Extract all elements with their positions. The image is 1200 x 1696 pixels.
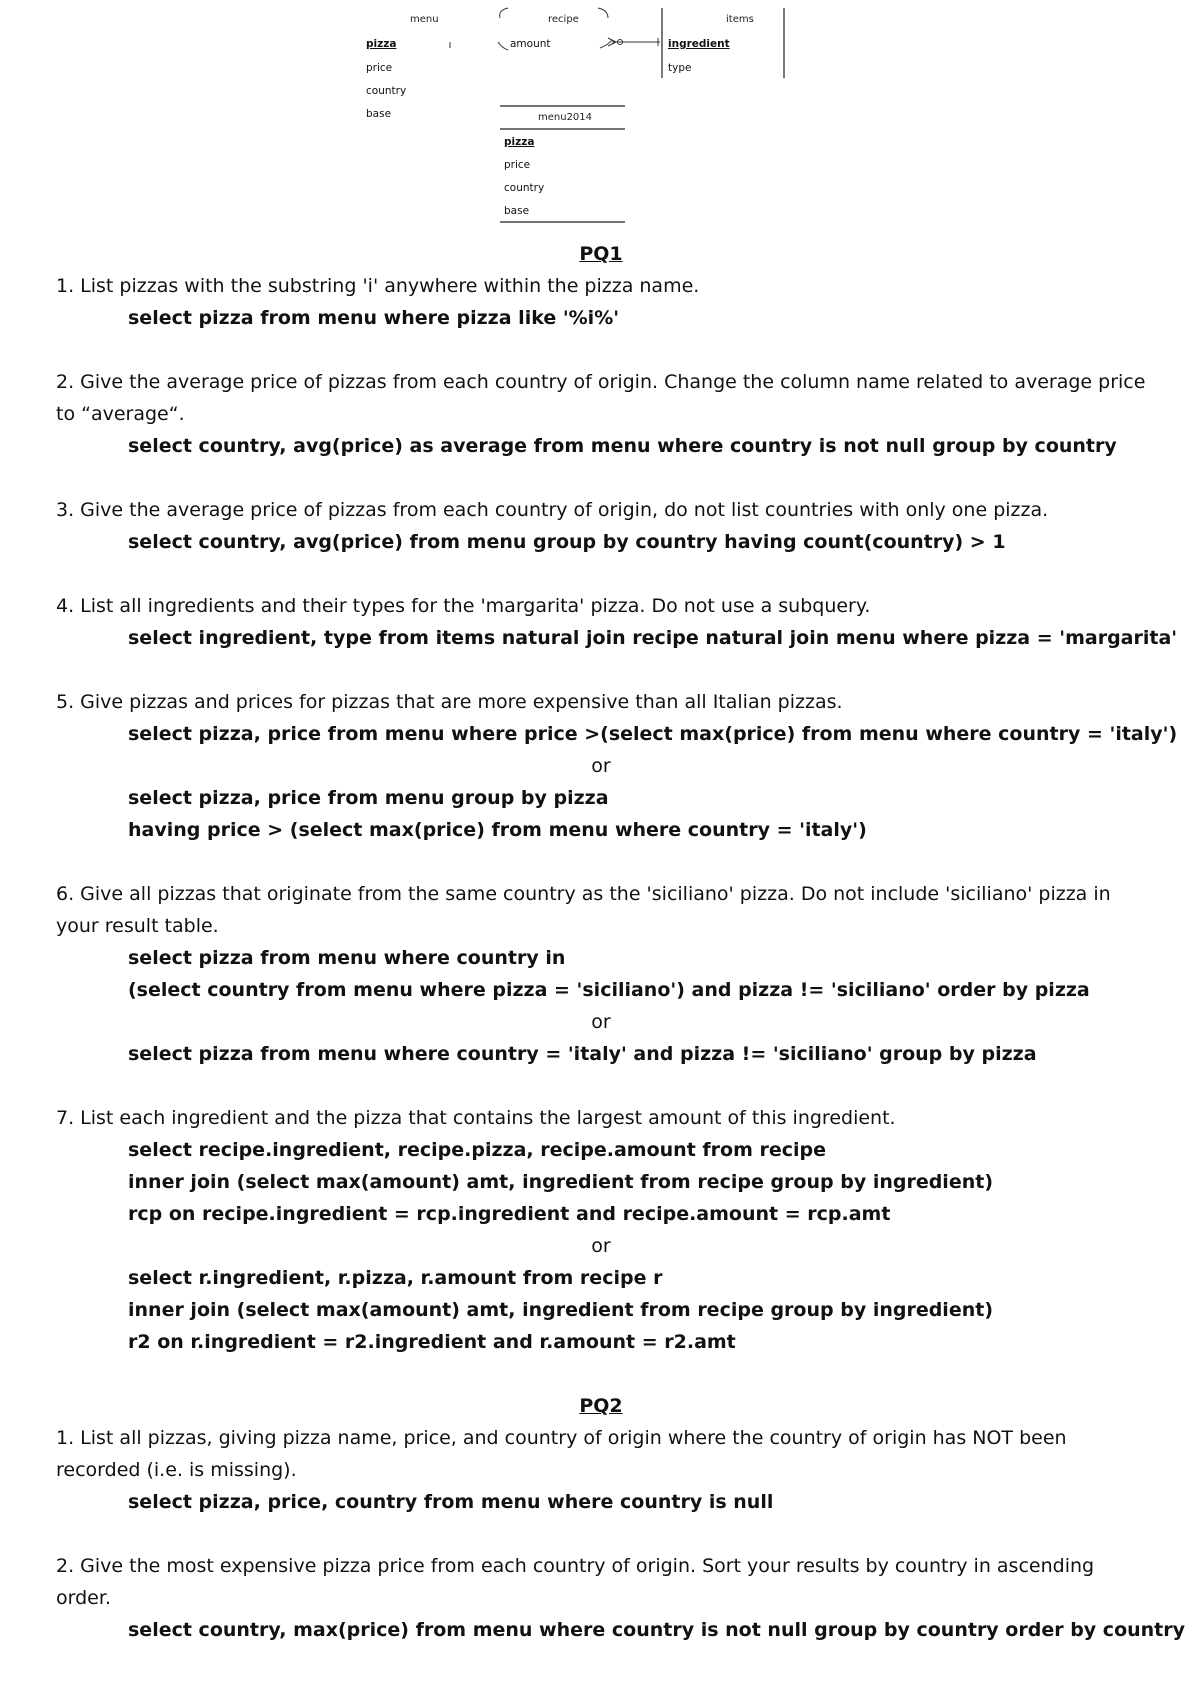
sql-answer: select pizza, price from menu group by pizza: [128, 787, 609, 809]
sql-answer: select pizza, price from menu where price >(select max(price) from menu where country = 'italy'): [128, 723, 1178, 745]
question-text: 7. List each ingredient and the pizza that contains the largest amount of this ingredient.: [56, 1107, 896, 1129]
section-title-pq2: PQ2: [579, 1395, 623, 1417]
question-text: 2. Give the average price of pizzas from each country of origin. Change the column name related to average price to “average“.: [56, 371, 1146, 425]
menu-attr-base: base: [366, 108, 392, 120]
recipe-attr-amount: amount: [510, 38, 551, 50]
sql-answer: select pizza, price, country from menu where country is null: [128, 1491, 774, 1513]
question-text: 1. List pizzas with the substring 'i' anywhere within the pizza name.: [56, 275, 700, 297]
menu2014-entity-header: menu2014: [538, 112, 593, 123]
section-title-pq1: PQ1: [579, 243, 623, 265]
sql-answer: select pizza from menu where pizza like '%i%': [128, 307, 620, 329]
items-entity-header: items: [726, 14, 754, 25]
questions-document: [56, 238, 1186, 1646]
question-text: 1. List all pizzas, giving pizza name, price, and country of origin where the country of origin has NOT been recorded (i.e. is missing).: [56, 1427, 1067, 1481]
menu2014-attr-price: price: [504, 159, 531, 171]
sql-answer: select pizza from menu where country = 'italy' and pizza != 'siciliano' group by pizza: [128, 1043, 1037, 1065]
or-separator: or: [591, 1011, 611, 1033]
menu-attr-price: price: [366, 62, 393, 74]
sql-answer: select ingredient, type from items natural join recipe natural join menu where pizza = 'margarita': [128, 627, 1178, 649]
sql-answer: (select country from menu where pizza = 'siciliano') and pizza != 'siciliano' order by pizza: [128, 979, 1090, 1001]
menu2014-attr-pizza: pizza: [504, 136, 535, 148]
items-attr-type: type: [668, 62, 692, 74]
sql-answer: having price > (select max(price) from menu where country = 'italy'): [128, 819, 867, 841]
menu-attr-country: country: [366, 85, 407, 97]
menu-entity-header: menu: [410, 14, 439, 25]
sql-answer: select country, max(price) from menu where country is not null group by country order by country: [128, 1619, 1186, 1641]
sql-answer: select recipe.ingredient, recipe.pizza, recipe.amount from recipe: [128, 1139, 827, 1161]
question-text: 6. Give all pizzas that originate from the same country as the 'siciliano' pizza. Do not include 'siciliano' pizza in your result table.: [56, 883, 1111, 937]
sql-answer: r2 on r.ingredient = r2.ingredient and r.amount = r2.amt: [128, 1331, 736, 1353]
question-text: 3. Give the average price of pizzas from each country of origin, do not list countries with only one pizza.: [56, 499, 1049, 521]
menu-attr-pizza: pizza: [366, 38, 397, 50]
or-separator: or: [591, 755, 611, 777]
sql-answer: inner join (select max(amount) amt, ingredient from recipe group by ingredient): [128, 1299, 994, 1321]
menu2014-attr-country: country: [504, 182, 545, 194]
question-text: 5. Give pizzas and prices for pizzas that are more expensive than all Italian pizzas.: [56, 691, 843, 713]
recipe-entity-header: recipe: [548, 14, 579, 25]
menu2014-attr-base: base: [504, 205, 530, 217]
sql-answer: select r.ingredient, r.pizza, r.amount from recipe r: [128, 1267, 663, 1289]
sql-answer: select country, avg(price) from menu group by country having count(country) > 1: [128, 531, 1006, 553]
sql-answer: rcp on recipe.ingredient = rcp.ingredient and recipe.amount = rcp.amt: [128, 1203, 891, 1225]
sql-answer: inner join (select max(amount) amt, ingredient from recipe group by ingredient): [128, 1171, 994, 1193]
er-diagram: [360, 0, 880, 232]
items-attr-ingredient: ingredient: [668, 38, 730, 50]
er-diagram-lines: [360, 0, 880, 232]
question-text: 2. Give the most expensive pizza price from each country of origin. Sort your results by country in ascending order.: [56, 1555, 1095, 1609]
sql-answer: select pizza from menu where country in: [128, 947, 566, 969]
or-separator: or: [591, 1235, 611, 1257]
sql-answer: select country, avg(price) as average from menu where country is not null group by country: [128, 435, 1117, 457]
question-text: 4. List all ingredients and their types for the 'margarita' pizza. Do not use a subquery.: [56, 595, 871, 617]
